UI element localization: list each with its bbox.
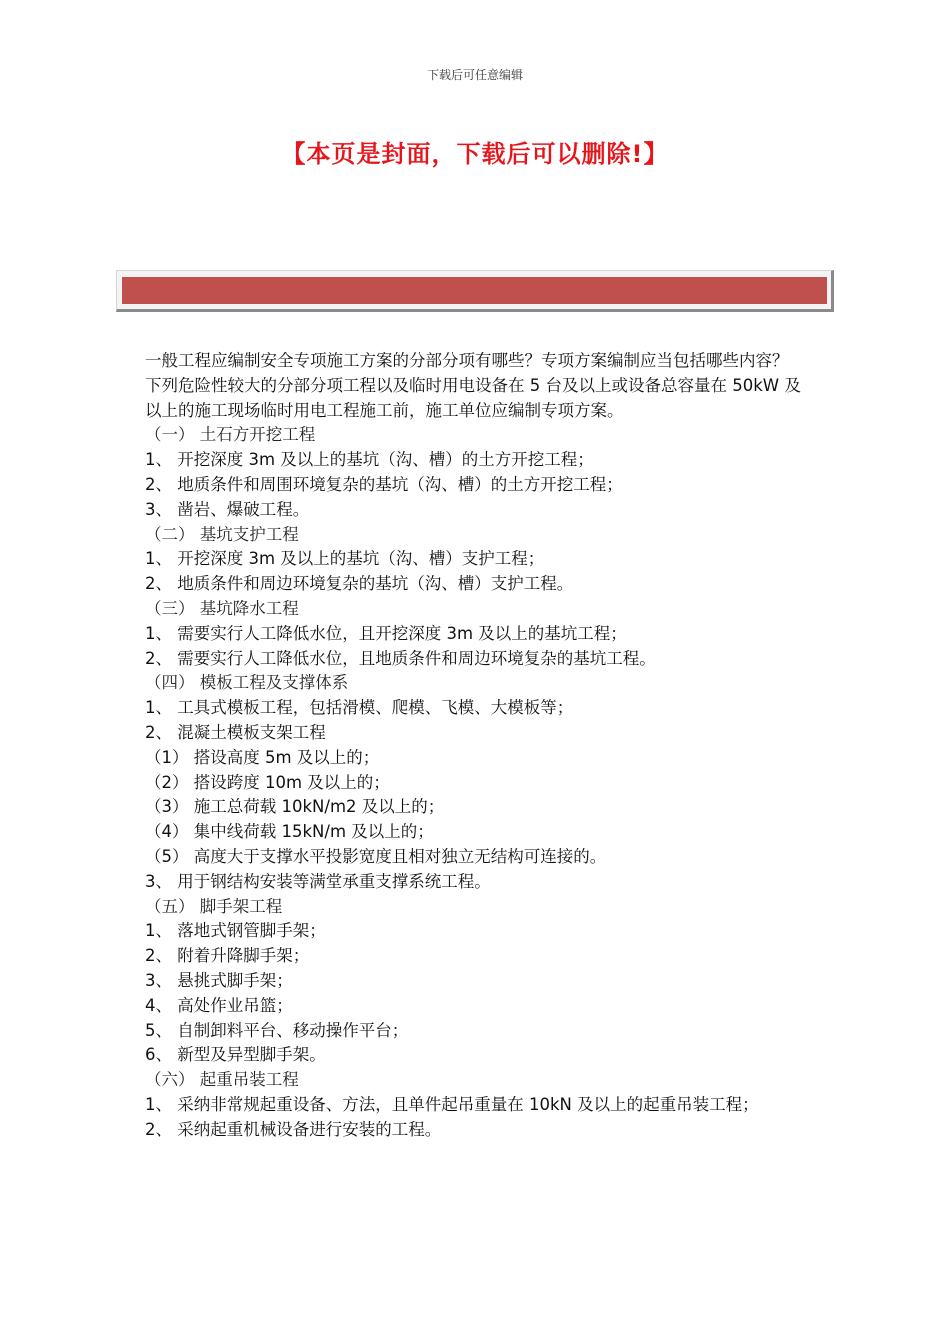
list-item: 2、 采纳起重机械设备进行安装的工程。 <box>145 1119 442 1139</box>
list-item: 3、 悬挑式脚手架； <box>145 970 293 990</box>
list-item: 6、 新型及异型脚手架。 <box>145 1045 326 1065</box>
section-heading: （五） 脚手架工程 <box>145 896 283 916</box>
section-heading: （六） 起重吊装工程 <box>145 1070 299 1090</box>
intro-paragraph: 下列危险性较大的分部分项工程以及临时用电设备在 5 台及以上或设备总容量在 50kW 及以上的施工现场临时用电工程施工前，施工单位应编制专项方案。 <box>145 375 801 420</box>
sub-list-item: （3） 施工总荷载 10kN/m2 及以上的； <box>145 797 445 817</box>
list-item: 2、 地质条件和周围环境复杂的基坑（沟、槽）的土方开挖工程； <box>145 474 623 494</box>
list-item: 1、 采纳非常规起重设备、方法，且单件起吊重量在 10kN 及以上的起重吊装工程； <box>145 1094 759 1114</box>
list-item: 1、 开挖深度 3m 及以上的基坑（沟、槽）支护工程； <box>145 549 545 569</box>
decorative-banner <box>116 270 834 312</box>
sub-list-item: （1） 搭设高度 5m 及以上的； <box>145 747 380 767</box>
list-item: 2、 需要实行人工降低水位，且地质条件和周边环境复杂的基坑工程。 <box>145 648 656 668</box>
section-heading: （一） 土石方开挖工程 <box>145 425 316 445</box>
list-item: 1、 落地式钢管脚手架； <box>145 921 326 941</box>
list-item: 2、 附着升降脚手架； <box>145 946 310 966</box>
list-item: 3、 凿岩、爆破工程。 <box>145 499 310 519</box>
list-item: 2、 地质条件和周边环境复杂的基坑（沟、槽）支护工程。 <box>145 574 574 594</box>
question-paragraph: 一般工程应编制安全专项施工方案的分部分项有哪些？专项方案编制应当包括哪些内容？ <box>145 351 789 370</box>
sub-list-item: （4） 集中线荷载 15kN/m 及以上的； <box>145 822 434 842</box>
header-note: 下载后可任意编辑 <box>426 68 523 82</box>
sub-list-item: （2） 搭设跨度 10m 及以上的； <box>145 772 390 792</box>
list-item: 1、 工具式模板工程，包括滑模、爬模、飞模、大模板等； <box>145 698 574 718</box>
banner-bar <box>122 277 827 304</box>
list-item: 4、 高处作业吊篮； <box>145 995 293 1015</box>
list-item: 1、 需要实行人工降低水位，且开挖深度 3m 及以上的基坑工程； <box>145 623 627 643</box>
section-heading: （二） 基坑支护工程 <box>145 524 299 544</box>
section-heading: （三） 基坑降水工程 <box>145 598 299 618</box>
document-body <box>145 349 815 1143</box>
list-item: 1、 开挖深度 3m 及以上的基坑（沟、槽）的土方开挖工程； <box>145 450 594 470</box>
list-item: 3、 用于钢结构安装等满堂承重支撑系统工程。 <box>145 871 491 891</box>
section-heading: （四） 模板工程及支撑体系 <box>145 673 349 693</box>
sub-list-item: （5） 高度大于支撑水平投影宽度且相对独立无结构可连接的。 <box>145 846 607 866</box>
cover-notice: 【本页是封面，下载后可以删除!】 <box>281 140 669 168</box>
list-item: 5、 自制卸料平台、移动操作平台； <box>145 1020 409 1040</box>
list-item: 2、 混凝土模板支架工程 <box>145 722 326 742</box>
